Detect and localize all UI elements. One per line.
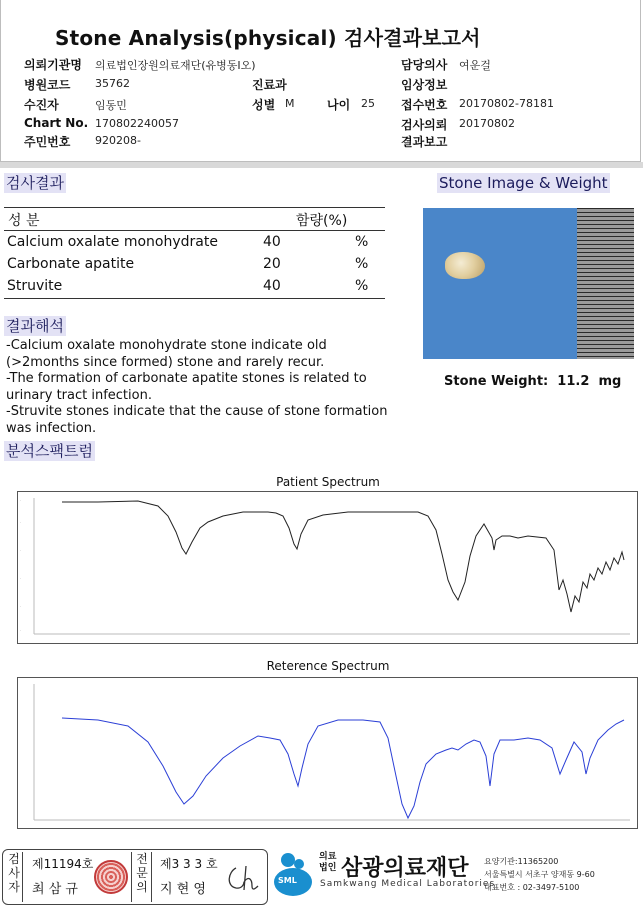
doctor-label: 담당의사 xyxy=(401,58,448,72)
patient-spectrum-line xyxy=(62,501,624,612)
interpretation-line: -The formation of carbonate apatite stones is related to xyxy=(6,371,367,386)
org-address: 서울특별시 서초구 양재동 9-60 xyxy=(484,870,595,879)
age-label: 나이 xyxy=(327,98,351,112)
results-section-title: 검사결과 xyxy=(6,174,64,192)
stone-weight-label: Stone Weight: xyxy=(444,374,549,389)
examiner-label: 검사자 xyxy=(8,852,20,894)
table-bottom-rule xyxy=(4,298,385,299)
request-date-value: 20170802 xyxy=(459,117,515,130)
column-header-component: 성 분 xyxy=(8,213,40,229)
interpretation-line: -Struvite stones indicate that the cause of stone formation xyxy=(6,404,388,419)
result-unit: % xyxy=(355,278,369,294)
hospital-code-value: 35762 xyxy=(95,77,130,90)
institution-value: 의료법인장원의료재단(유병동I오) xyxy=(95,59,256,72)
interpretation-text xyxy=(6,338,398,437)
specialist-divider-left xyxy=(131,852,132,902)
specialist-divider-right xyxy=(151,852,152,902)
svg-text:·: · xyxy=(20,576,22,581)
result-value: 40 xyxy=(263,234,281,250)
sml-logo-icon xyxy=(272,850,320,898)
examiner-license: 제11194호 xyxy=(32,857,94,871)
stone-weight-unit: mg xyxy=(598,374,622,389)
report-date-label: 결과보고 xyxy=(401,135,448,149)
stone-specimen xyxy=(445,252,485,279)
stone-weight-value: 11.2 xyxy=(557,374,590,389)
reference-spectrum-frame xyxy=(17,677,638,829)
specialist-name: 지 현 영 xyxy=(160,882,206,897)
receipt-no-value: 20170802-78181 xyxy=(459,97,554,110)
spectrum-section-title: 분석스팩트럼 xyxy=(6,442,93,460)
interpretation-line: (>2months since formed) stone and rarely recur. xyxy=(6,354,325,370)
org-legal-line: 법인 xyxy=(319,863,337,873)
org-phone: 대표번호 : 02-3497-5100 xyxy=(484,883,580,892)
reference-spectrum-caption: Reterence Spectrum xyxy=(266,659,390,673)
svg-text:·: · xyxy=(20,548,22,553)
hospital-code-label: 병원코드 xyxy=(24,78,71,92)
clinical-info-label: 임상정보 xyxy=(401,78,448,92)
svg-text:·: · xyxy=(20,520,22,525)
care-institution-no: 요양기관:11365200 xyxy=(484,857,559,866)
table-top-rule xyxy=(4,207,385,208)
examiner-seal xyxy=(94,860,128,894)
column-header-amount: 함량(%) xyxy=(296,213,348,229)
org-english-name: Samkwang Medical Laboratories xyxy=(320,879,496,889)
sml-logo-text: SML xyxy=(278,876,297,885)
resident-no-label: 주민번호 xyxy=(24,135,71,149)
result-name: Carbonate apatite xyxy=(7,256,135,272)
institution-label: 의뢰기관명 xyxy=(24,58,82,72)
stone-weight xyxy=(444,374,621,389)
chart-no-label: Chart No. xyxy=(24,116,89,130)
department-label: 진료과 xyxy=(252,78,287,92)
stone-section-title: Stone Image & Weight xyxy=(439,174,608,192)
chart-no-value: 170802240057 xyxy=(95,117,179,130)
result-value: 40 xyxy=(263,278,281,294)
result-unit: % xyxy=(355,234,369,250)
specialist-signature xyxy=(222,860,262,894)
result-value: 20 xyxy=(263,256,281,272)
table-header-rule xyxy=(4,230,385,231)
sex-label: 성별 xyxy=(252,98,276,112)
result-name: Calcium oxalate monohydrate xyxy=(7,234,218,250)
reference-spectrum-plot xyxy=(18,678,637,828)
collector-label: 수진자 xyxy=(24,98,59,112)
result-name: Struvite xyxy=(7,278,63,294)
request-date-label: 검사의뢰 xyxy=(401,118,448,132)
collector-value: 임동민 xyxy=(95,99,127,112)
org-name: 삼광의료재단 xyxy=(341,856,469,881)
result-unit: % xyxy=(355,256,369,272)
patient-spectrum-plot xyxy=(18,492,637,643)
interpretation-line: urinary tract infection. xyxy=(6,387,152,403)
interpretation-line: -Calcium oxalate monohydrate stone indicate old xyxy=(6,338,327,353)
patient-spectrum-caption: Patient Spectrum xyxy=(276,475,380,489)
interpretation-section-title: 결과해석 xyxy=(6,317,64,335)
patient-spectrum-frame xyxy=(17,491,638,644)
age-value: 25 xyxy=(361,97,375,110)
org-legal-line: 의료 xyxy=(319,852,337,862)
examiner-divider xyxy=(22,852,23,902)
reference-spectrum-line xyxy=(62,718,624,818)
svg-text:·: · xyxy=(20,628,22,633)
examiner-name: 최 삼 규 xyxy=(32,882,78,897)
specialist-label: 전문의 xyxy=(136,852,148,894)
doctor-value: 여운걸 xyxy=(459,59,491,72)
resident-no-value: 920208- xyxy=(95,134,141,147)
ruler-scale xyxy=(577,208,634,359)
specialist-license: 제3 3 3 호 xyxy=(160,857,218,871)
interpretation-line: was infection. xyxy=(6,420,97,436)
sex-value: M xyxy=(285,97,295,110)
svg-text:·: · xyxy=(20,498,22,503)
report-title: Stone Analysis(physical) 검사결과보고서 xyxy=(55,26,481,50)
svg-text:·: · xyxy=(20,604,22,609)
stone-photo xyxy=(423,208,634,359)
org-legal-prefix xyxy=(319,852,336,874)
header-separator xyxy=(0,162,643,168)
receipt-no-label: 접수번호 xyxy=(401,98,448,112)
